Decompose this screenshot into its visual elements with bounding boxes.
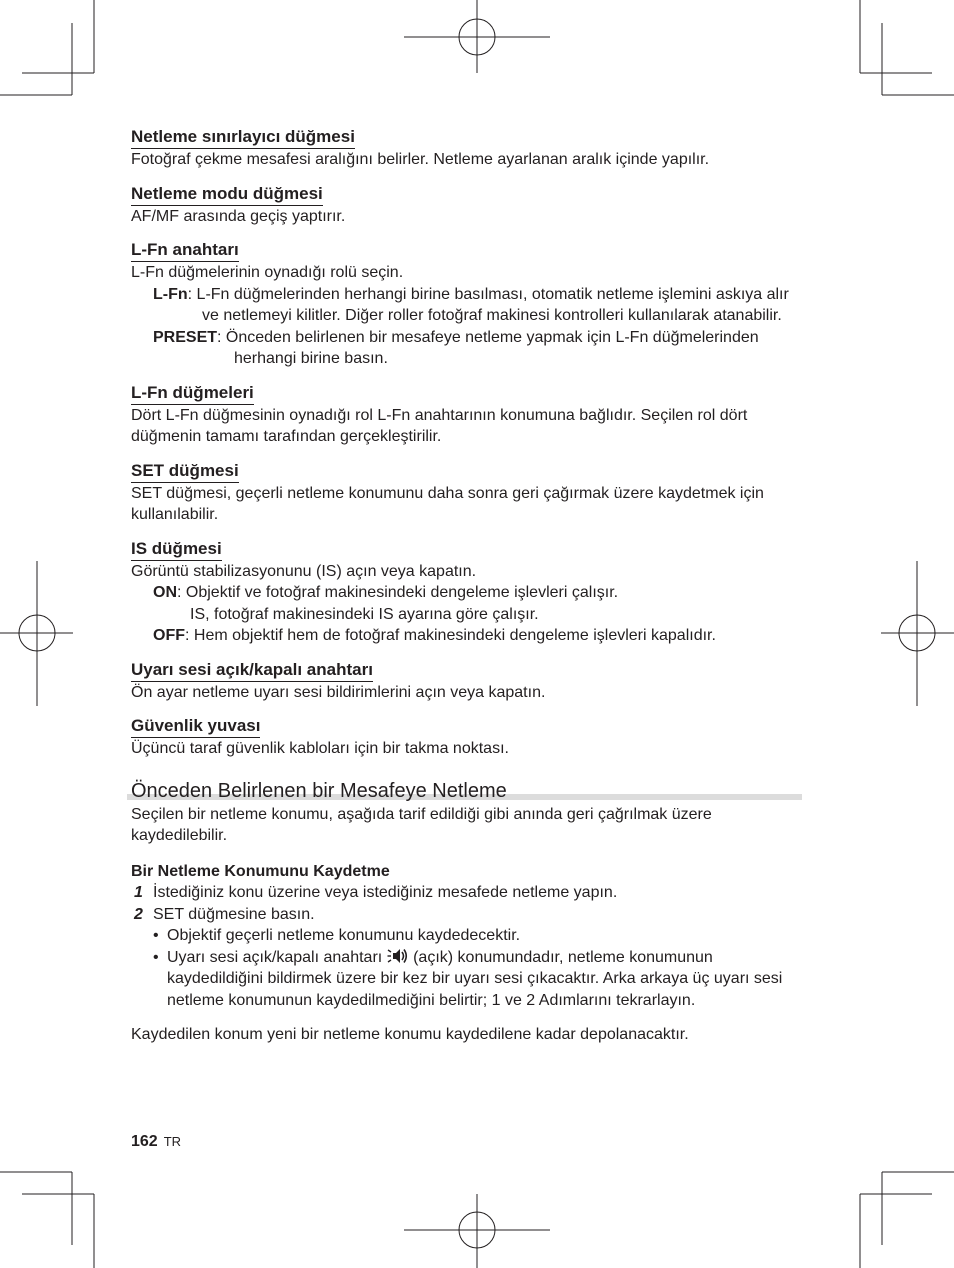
bullet-item — [131, 925, 796, 947]
step-item — [131, 882, 796, 904]
section-security-slot — [131, 716, 796, 760]
section-focus-mode — [131, 184, 796, 228]
bullet-dot: • — [153, 948, 159, 966]
section-text: Dört L-Fn düğmesinin oynadığı rol L-Fn anahtarının konumuna bağlıdır. Seçilen rol dört düğmenin tamamı tarafından gerçekleştirilir. — [131, 406, 748, 445]
section-heading: L-Fn düğmeleri — [131, 383, 254, 405]
option-term: L-Fn — [153, 285, 188, 303]
step-text: SET düğmesine basın. — [153, 905, 315, 923]
option-term: PRESET — [153, 328, 218, 346]
section-is-button — [131, 539, 796, 647]
section-heading: Netleme sınırlayıcı düğmesi — [131, 127, 355, 149]
step-number: 1 — [134, 884, 143, 901]
section-text: SET düğmesi, geçerli netleme konumunu daha sonra geri çağırmak üzere kaydetmek için kullanılabilir. — [131, 484, 764, 523]
option-desc: : Objektif ve fotoğraf makinesindeki dengeleme işlevleri çalışır. — [177, 584, 619, 601]
section-lfn-buttons — [131, 383, 796, 448]
page-number: 162 — [131, 1133, 158, 1150]
preset-option — [153, 327, 796, 370]
lfn-option — [153, 284, 796, 327]
page-footer — [131, 1133, 181, 1151]
section-text: Ön ayar netleme uyarı sesi bildirimlerini açın veya kapatın. — [131, 683, 546, 701]
language-code: TR — [163, 1134, 182, 1149]
section-text: L-Fn düğmelerinin oynadığı rolü seçin. — [131, 264, 404, 281]
section-heading: SET düğmesi — [131, 461, 239, 483]
preset-intro: Seçilen bir netleme konumu, aşağıda tarif edildiği gibi anında geri çağrılmak üzere kaydedilebilir. — [131, 805, 712, 844]
preset-subheading: Bir Netleme Konumunu Kaydetme — [131, 862, 390, 880]
bullet-dot: • — [153, 927, 159, 944]
step-item — [131, 904, 796, 926]
section-heading: Güvenlik yuvası — [131, 716, 260, 738]
is-on-option-detail: IS, fotoğraf makinesindeki IS ayarına göre çalışır. — [190, 605, 539, 623]
bullet-text-after: (açık) konumundadır, netleme konumunun kaydedildiğini bildirmek üzere bir kez bir uyarı sesi çıkacaktır. Arka arkaya üç uyarı sesi netleme konumunun kaydedilmediğini belirtir; 1 ve 2 Adımlarını tekrarlayın. — [167, 948, 783, 1009]
section-text: Üçüncü taraf güvenlik kabloları için bir takma noktası. — [131, 740, 509, 757]
section-focus-limiter — [131, 127, 796, 171]
page-content — [131, 127, 796, 1046]
preset-closing: Kaydedilen konum yeni bir netleme konumu kaydedilene kadar depolanacaktır. — [131, 1026, 689, 1043]
is-off-option — [153, 625, 796, 647]
section-heading: Netleme modu düğmesi — [131, 184, 323, 206]
bullet-text-before: Uyarı sesi açık/kapalı anahtarı — [167, 948, 387, 966]
section-heading: L-Fn anahtarı — [131, 240, 239, 262]
section-beep-switch — [131, 660, 796, 704]
section-heading: Uyarı sesi açık/kapalı anahtarı — [131, 660, 373, 682]
bullet-item — [131, 947, 796, 1012]
preset-title: Önceden Belirlenen bir Mesafeye Netleme — [131, 779, 507, 802]
section-text: Görüntü stabilizasyonunu (IS) açın veya kapatın. — [131, 562, 477, 580]
option-desc: : L-Fn düğmelerinden herhangi birine basılması, otomatik netleme işlemini askıya alır ve netlemeyi kilitler. Diğer roller fotoğraf makinesi kontrolleri kullanılarak atanabilir. — [187, 285, 789, 324]
section-lfn-switch — [131, 240, 796, 370]
section-set-button — [131, 461, 796, 526]
step-text: İstediğiniz konu üzerine veya istediğiniz mesafede netleme yapın. — [153, 884, 618, 901]
preset-heading — [131, 778, 796, 804]
section-text: AF/MF arasında geçiş yaptırır. — [131, 207, 346, 225]
option-desc: : Önceden belirlenen bir mesafeye netleme yapmak için L-Fn düğmelerinden herhangi birine basın. — [217, 328, 759, 367]
bullet-text: Objektif geçerli netleme konumunu kaydedecektir. — [167, 927, 521, 944]
speaker-on-icon — [387, 947, 409, 965]
is-on-option — [153, 582, 796, 604]
step-number: 2 — [134, 905, 143, 923]
section-heading: IS düğmesi — [131, 539, 222, 561]
option-term: ON — [153, 584, 177, 601]
section-text: Fotoğraf çekme mesafesi aralığını belirler. Netleme ayarlanan aralık içinde yapılır. — [131, 151, 710, 168]
option-term: OFF — [153, 627, 185, 644]
option-desc: : Hem objektif hem de fotoğraf makinesindeki dengeleme işlevleri kapalıdır. — [185, 627, 716, 644]
